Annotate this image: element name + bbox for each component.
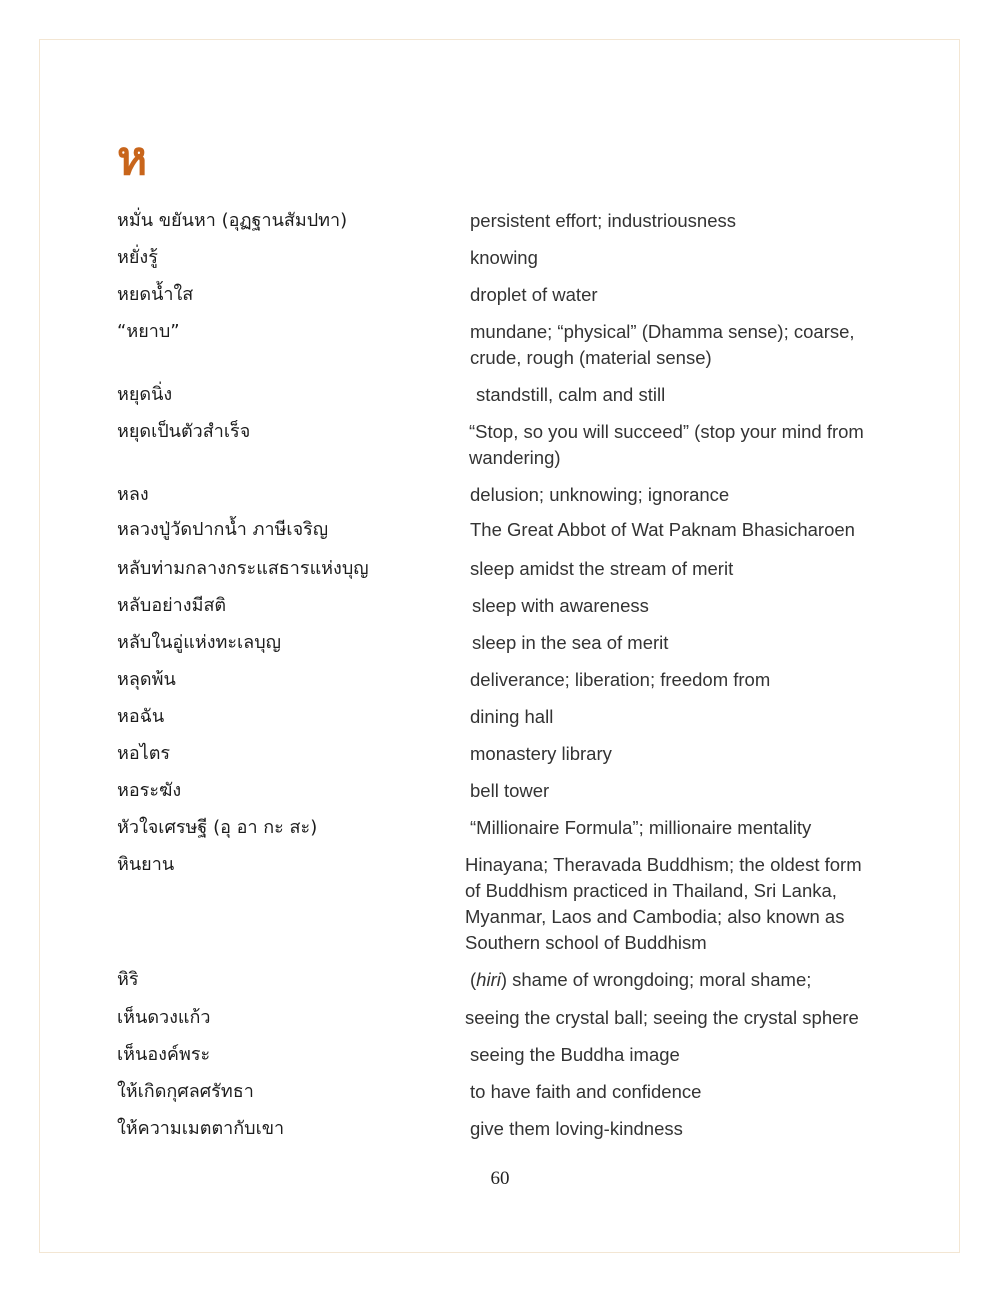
thai-term: หมั่น ขยันหา (อุฏฐานสัมปทา): [117, 210, 348, 231]
thai-term: เห็นองค์พระ: [117, 1044, 211, 1065]
thai-term: หอฉัน: [117, 706, 165, 727]
thai-term: หลับท่ามกลางกระแสธารแห่งบุญ: [117, 558, 369, 579]
page-number: 60: [490, 1168, 510, 1189]
english-definition: “Stop, so you will succeed” (stop your mind from wandering): [469, 421, 864, 468]
thai-term: ให้เกิดกุศลศรัทธา: [117, 1081, 254, 1102]
english-definition: persistent effort; industriousness: [470, 210, 736, 231]
english-definition: dining hall: [470, 706, 554, 727]
thai-term: หิริ: [117, 969, 139, 990]
english-definition: deliverance; liberation; freedom from: [470, 669, 771, 690]
english-definition: knowing: [470, 247, 538, 268]
thai-term: หัวใจเศรษฐี (อุ อา กะ สะ): [117, 817, 318, 838]
english-definition: (hiri) shame of wrongdoing; moral shame;: [470, 969, 812, 990]
thai-term: หินยาน: [117, 854, 175, 875]
thai-term: “หยาบ”: [117, 321, 180, 342]
thai-term: หลุดพ้น: [117, 669, 176, 690]
thai-term: หลับอย่างมีสติ: [117, 595, 227, 616]
definition-text: ) shame of wrongdoing; moral shame;: [500, 969, 812, 990]
english-definition: to have faith and confidence: [470, 1081, 702, 1102]
english-definition: standstill, calm and still: [476, 384, 666, 405]
english-definition: delusion; unknowing; ignorance: [470, 484, 730, 505]
english-definition: bell tower: [470, 780, 550, 801]
thai-term: หยั่งรู้: [117, 247, 158, 268]
english-definition: sleep amidst the stream of merit: [470, 558, 734, 579]
thai-term: หยุดนิ่ง: [117, 384, 173, 405]
thai-term: หลง: [117, 484, 149, 505]
english-definition: seeing the Buddha image: [470, 1044, 680, 1065]
thai-term: ให้ความเมตตากับเขา: [117, 1118, 285, 1139]
english-definition: sleep in the sea of merit: [472, 632, 669, 653]
english-definition: monastery library: [470, 743, 612, 764]
english-definition: “Millionaire Formula”; millionaire mentality: [470, 817, 812, 838]
thai-term: หอไตร: [117, 743, 171, 764]
english-definition: Hinayana; Theravada Buddhism; the oldest form of Buddhism practiced in Thailand, Sri Lanka, Myanmar, Laos and Cambodia; also known as Southern school of Buddhism: [465, 854, 862, 953]
thai-term: หยุดเป็นตัวสำเร็จ: [117, 421, 251, 442]
english-definition: seeing the crystal ball; seeing the crystal sphere: [465, 1007, 859, 1028]
english-definition: The Great Abbot of Wat Paknam Bhasicharoen: [470, 519, 855, 540]
thai-term: หลับในอู่แห่งทะเลบุญ: [117, 632, 281, 653]
pali-term: hiri: [476, 969, 501, 990]
thai-term: หยดน้ำใส: [117, 284, 194, 305]
thai-term: หอระฆัง: [117, 780, 182, 801]
english-definition: mundane; “physical” (Dhamma sense); coarse, crude, rough (material sense): [470, 321, 855, 368]
thai-term: เห็นดวงแก้ว: [117, 1007, 211, 1028]
english-definition: droplet of water: [470, 284, 598, 305]
section-heading: ห: [117, 131, 148, 185]
thai-term: หลวงปู่วัดปากน้ำ ภาษีเจริญ: [117, 519, 329, 540]
english-definition: sleep with awareness: [472, 595, 649, 616]
english-definition: give them loving-kindness: [470, 1118, 683, 1139]
